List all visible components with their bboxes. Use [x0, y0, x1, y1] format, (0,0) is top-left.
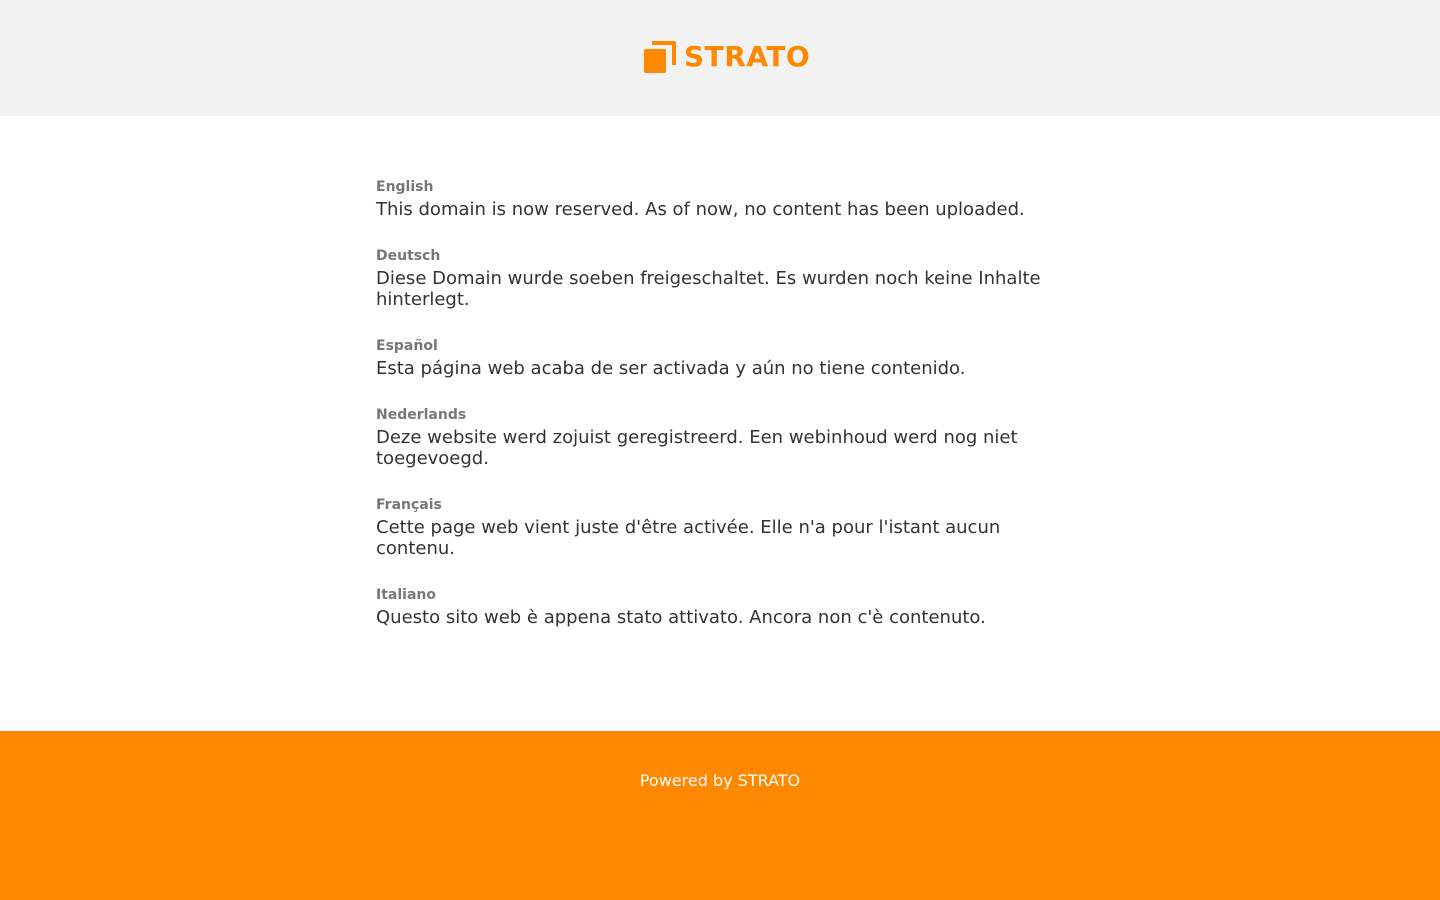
language-block-espanol: [376, 338, 1066, 379]
language-label: Deutsch: [376, 248, 441, 264]
language-label: Nederlands: [376, 407, 467, 423]
language-label: Français: [376, 497, 442, 513]
language-block-english: [376, 179, 1066, 220]
page-footer: [0, 731, 1440, 900]
powered-by-link[interactable]: Powered by STRATO: [639, 771, 801, 790]
language-block-francais: [376, 497, 1066, 559]
language-message: Cette page web vient juste d'être activée. Elle n'a pour l'istant aucun contenu.: [376, 517, 1001, 559]
language-message: Deze website werd zojuist geregistreerd. Een webinhoud werd nog niet toegevoegd.: [376, 427, 1018, 469]
strato-logo-icon: [644, 41, 676, 73]
page-header: [0, 0, 1440, 116]
language-label: English: [376, 179, 434, 195]
language-message: Esta página web acaba de ser activada y aún no tiene contenido.: [376, 358, 966, 379]
language-block-italiano: [376, 587, 1066, 628]
language-block-deutsch: [376, 248, 1066, 310]
main-content: [376, 179, 1066, 656]
logo-text: STRATO: [684, 40, 811, 73]
language-message: Questo sito web è appena stato attivato. Ancora non c'è contenuto.: [376, 607, 986, 628]
language-message: Diese Domain wurde soeben freigeschaltet. Es wurden noch keine Inhalte hinterlegt.: [376, 268, 1041, 310]
language-label: Italiano: [376, 587, 436, 603]
language-block-nederlands: [376, 407, 1066, 469]
language-label: Español: [376, 338, 438, 354]
language-message: This domain is now reserved. As of now, no content has been uploaded.: [376, 199, 1025, 220]
strato-logo-link[interactable]: [644, 40, 810, 74]
